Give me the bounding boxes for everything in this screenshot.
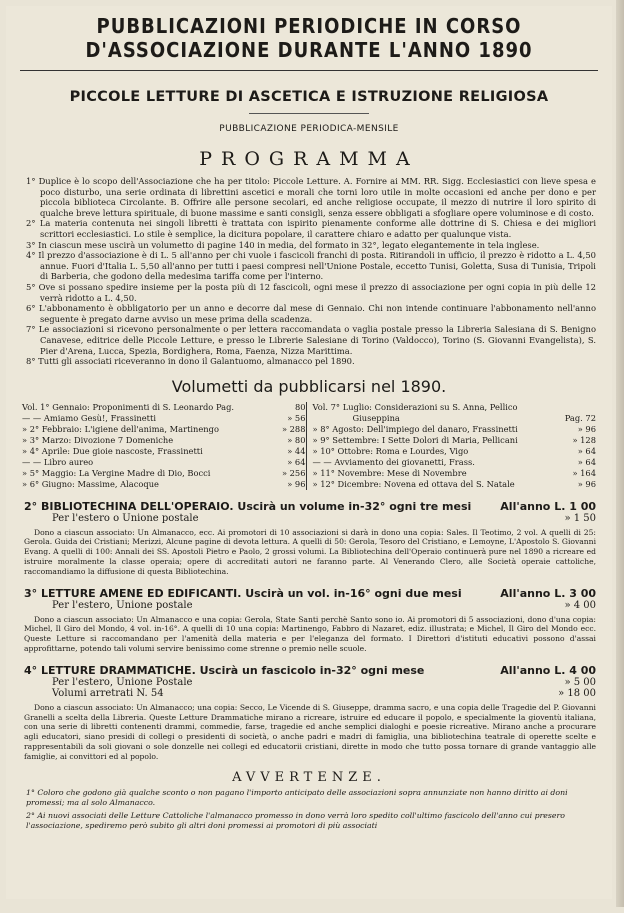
volume-row: » 9° Settembre: I Sette Dolori di Maria, Pellicani » 128 xyxy=(312,434,596,445)
section-subprice-arretrati: Volumi arretrati N. 54 » 18 00 xyxy=(52,687,596,699)
volume-row: » 11° Novembre: Mese di Novembre » 164 xyxy=(312,467,596,478)
volumes-heading: Volumetti da pubblicarsi nel 1890. xyxy=(171,376,447,396)
programma-articles xyxy=(6,176,612,367)
avvertenze-heading: AVVERTENZE. xyxy=(232,769,386,785)
section-heading: 4° LETTURE DRAMMATICHE. Uscirà un fascicolo in-32° ogni mese All'anno L. 4 00 xyxy=(24,663,596,677)
volume-row: — — Avviamento dei giovanetti, Frass. » 64 xyxy=(312,456,596,467)
volume-row: » 8° Agosto: Dell'impiego del danaro, Frassinetti » 96 xyxy=(312,423,596,434)
section-letture-amene xyxy=(24,587,596,654)
article-7: 7° Le associazioni si ricevono personalmente o per lettera raccomandata o vaglia postale presso la Libreria Salesiana di S. Benigno Canavese, editrice delle Piccole Letture, e presso le Librerie Salesiane di Torino (Valdocco), Torino (S. Giovanni Evangelista), S. Pier d'Arena, Lucca, Spezia, Bordighera, Roma, Faenza, Nizza Marittima. xyxy=(26,324,596,356)
volumes-table xyxy=(22,402,596,490)
section-heading: 3° LETTURE AMENE ED EDIFICANTI. Uscirà un vol. in-16° ogni due mesi All'anno L. 3 00 xyxy=(24,586,596,600)
volume-row: » 5° Maggio: La Vergine Madre di Dio, Bocci » 256 xyxy=(22,467,306,478)
volume-row: » 12° Dicembre: Novena ed ottava del S. Natale » 96 xyxy=(312,478,596,489)
programma-heading: PROGRAMMA xyxy=(199,148,419,170)
section-note: Dono a ciascun associato: Un Almanacco; una copia: Secco, Le Vicende di S. Giuseppe, dramma sacro, e una copia delle Tragedie del P. Giovanni Granelli a scelta della Libreria. Queste Letture Drammatiche mirano a ricreare, istruire ed educare il popolo, e specialmente la gioventù italiana, con una serie di libretti contenenti drammi, commedie, farse, tragedie ed anche semplici dialoghi e poesie ricreative. Mirano anche a procurare agli educatori, siano presidi di collegi o presidenti di società, o anche padri e madri di famiglia, una bibliotechina teatrale di operette scelte e rappresentabili da soli giovani o sole donzelle nei collegi ed educatorii cristiani, dirette in modo che tutto possa tornare di grande vantaggio alle famiglie, ai convittori ed al popolo. xyxy=(24,702,596,761)
article-3: 3° In ciascun mese uscirà un volumetto di pagine 140 in media, del formato in 32°, legato elegantemente in tela inglese. xyxy=(26,239,540,250)
volume-row: — — Amiamo Gesù!, Frassinetti » 56 xyxy=(22,412,306,423)
volume-row: » 6° Giugno: Massime, Alacoque » 96 xyxy=(22,478,306,489)
article-1: 1° Duplice è lo scopo dell'Associazione che ha per titolo: Piccole Letture. A. Fornire ai MM. RR. Sigg. Ecclesiastici con lieve spesa e poco disturbo, una serie ordinata di librettini ascetici e morali che torni loro utile in molte occasioni ed anche per dono e per piccola biblioteca Circolante. B. Offrire alle persone secolari, ed anche religiose occupate, il mezzo di nutrire il loro spirito di qualche breve lettura spirituale, di buone massime e santi consigli, senza essere obbligati a sfogliare opere voluminose e di costo. xyxy=(26,176,596,218)
article-8: 8° Tutti gli associati riceveranno in dono il Galantuomo, almanacco pel 1890. xyxy=(26,356,355,367)
page-subtitle: PUBBLICAZIONE PERIODICA-MENSILE xyxy=(219,124,399,134)
article-2: 2° La materia contenuta nei singoli libretti è trattata con ispirito pienamente conforme alle dottrine di S. Chiesa e dei migliori scrittori ecclesiastici. Lo stile è semplice, la dicitura popolare, il carattere chiaro e adatto per qualunque vista. xyxy=(26,218,596,239)
title-rule xyxy=(249,113,369,114)
section-note: Dono a ciascun associato: Un Almanacco e una copia: Gerola, State Santi perchè Santo sono io. Ai promotori di 5 associazioni, dono d'una copia: Michel, Il Giro del Mondo, 4 vol. in-16°. A quelli di 10 una copia: Martinengo, Fabbro di Nazaret, ediz. illustrata; e Michel, Il Giro del Mondo ecc. Queste Letture si raccomandano per l'amenità della materia e per l'eleganza del formato. I Direttori d'istituti educativi possono d'assai approfittarne, potendo tali volumi servire benissimo come strenne o premio nelle scuole. xyxy=(24,614,596,654)
avvertenza-2: 2° Ai nuovi associati delle Letture Cattoliche l'almanacco promesso in dono verrà loro spedito coll'ultimo fascicolo dell'anno cui presero l'associazione, spediremo però subito gli altri doni promessi ai promotori di più associati xyxy=(26,810,565,830)
document-page xyxy=(6,6,612,899)
page-edge xyxy=(616,0,624,907)
article-4: 4° Il prezzo d'associazione è di L. 5 all'anno per chi vuole i fascicoli franchi di posta. Ritirandoli in ufficio, il prezzo è ridotto a L. 4,50 annue. Fuori d'Italia L. 5,50 all'anno per tutti i paesi compresi nell'Unione Postale, eccetto Tunisi, Goletta, Susa di Tunisia, Tripoli di Barberia, che godono della medesima tariffa come per l'interno. xyxy=(26,250,596,282)
volume-row: Vol. 7° Luglio: Considerazioni su S. Anna, Pellico xyxy=(312,401,518,412)
header-rule xyxy=(20,70,598,71)
avvertenza-1: 1° Coloro che godono già qualche sconto o non pagano l'importo anticipato delle associazioni sopra annunziate non hanno diritto ai doni promessi; ma al solo Almanacco. xyxy=(26,787,568,807)
section-bibliotechina xyxy=(24,500,596,577)
page-title: PICCOLE LETTURE DI ASCETICA E ISTRUZIONE RELIGIOSA xyxy=(69,89,549,105)
volumes-right-column xyxy=(306,402,597,490)
running-header: PUBBLICAZIONI PERIODICHE IN CORSO D'ASSOCIAZIONE DURANTE L'ANNO 1890 xyxy=(85,14,533,62)
volumes-left-column xyxy=(22,402,306,490)
article-6: 6° L'abbonamento è obbligatorio per un anno e decorre dal mese di Gennaio. Chi non intende continuare l'abbonamento nell'anno seguente è pregato darne avviso un mese prima della scadenza. xyxy=(26,303,596,324)
section-letture-drammatiche xyxy=(24,664,596,762)
section-heading: 2° BIBLIOTECHINA DELL'OPERAIO. Uscirà un volume in-32° ogni tre mesi All'anno L. 1 00 xyxy=(24,499,596,513)
volume-row: Vol. 1° Gennaio: Proponimenti di S. Leonardo Pag. 80 xyxy=(22,401,306,412)
section-subprice: Per l'estero, Unione Postale » 5 00 xyxy=(52,676,596,688)
volume-row: » 10° Ottobre: Roma e Lourdes, Vigo » 64 xyxy=(312,445,596,456)
volume-row: » 2° Febbraio: L'igiene dell'anima, Martinengo » 288 xyxy=(22,423,306,434)
volume-row: » 4° Aprile: Due gioie nascoste, Frassinetti » 44 xyxy=(22,445,306,456)
volume-row: » 3° Marzo: Divozione 7 Domeniche » 80 xyxy=(22,434,306,445)
volume-row: — — Libro aureo » 64 xyxy=(22,456,306,467)
volume-row: Giuseppina Pag. 72 xyxy=(352,412,596,423)
section-subprice: Per l'estero, Unione postale » 4 00 xyxy=(52,599,596,611)
article-5: 5° Ove si possano spedire insieme per la posta più di 12 fascicoli, ogni mese il prezzo di associazione per ogni copia in più delle 12 verrà ridotto a L. 4,50. xyxy=(26,281,596,303)
section-note: Dono a ciascun associato: Un Almanacco, ecc. Ai promotori di 10 associazioni si darà in dono una copia: Sales. Il Teotimo, 2 vol. A quelli di 25: Gerola. Guida dei Cristiani; Merizzi, Alcune pagine di devota lettura. A quelli di 50: Gerola, Tesoro del Cristiano, e Lemoyne, L'Apostolo S. Giovanni Evang. A quelli di 100: Annali dei SS. Apostoli Pietro e Paolo, 2 grossi volumi. La Bibliotechina dell'Operaio continuerà pure nel 1890 a ricreare ed istruire moralmente la classe operaia; opere di accreditati autori ne faranno parte. Al Venerando Clero, alle Società operaie cattoliche, raccomandiamo la diffusione di questa Bibliotechina. xyxy=(24,527,596,576)
section-subprice: Per l'estero o Unione postale » 1 50 xyxy=(52,512,596,524)
